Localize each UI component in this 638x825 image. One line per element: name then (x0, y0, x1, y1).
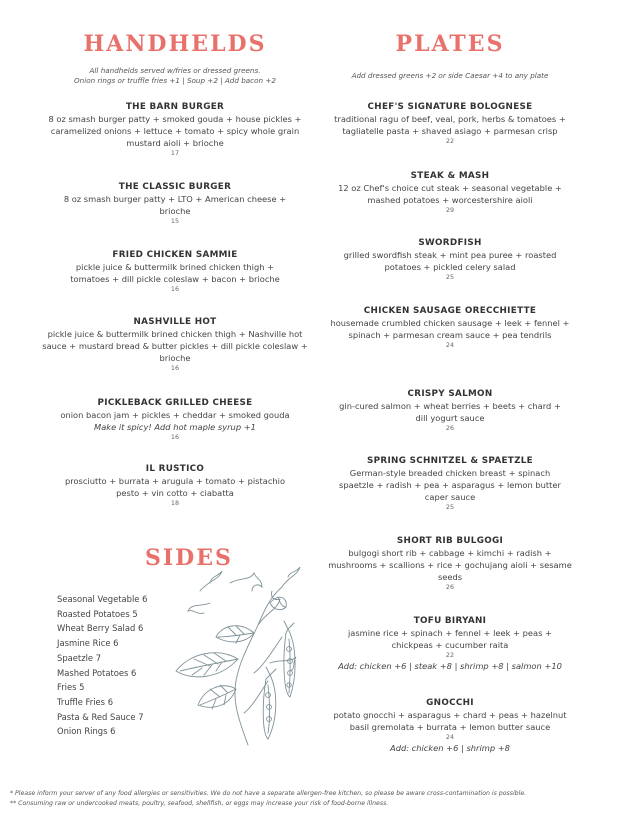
menu-item (325, 237, 575, 282)
item-addon: Add: chicken +6 | shrimp +8 (390, 743, 510, 753)
disclaimer-line: * Please inform your server of any food allergies or sensitivities. We do not have a separate allergen-free kitchen, so please be aware cross-contamination is possible. (10, 790, 527, 797)
menu-item (325, 615, 575, 672)
item-name: CRISPY SALMON (407, 389, 493, 399)
menu-item (40, 463, 310, 508)
item-name: FRIED CHICKEN SAMMIE (112, 250, 238, 260)
side-item: Mashed Potatoes 6 (57, 667, 137, 678)
allergy-disclaimer (10, 789, 630, 808)
menu-item (40, 181, 310, 226)
item-name: CHICKEN SAUSAGE ORECCHIETTE (363, 306, 537, 316)
item-addon: Add: chicken +6 | steak +8 | shrimp +8 | salmon +10 (338, 661, 562, 671)
item-description: traditional ragu of beef, veal, pork, herbs & tomatoes + tagliatelle pasta + shaved asiago + parmesan crisp (334, 114, 566, 136)
item-description: grilled swordfish steak + mint pea puree + roasted potatoes + pickled celery salad (343, 250, 557, 272)
menu-item (325, 305, 575, 350)
item-price: 24 (445, 733, 455, 741)
item-price: 29 (445, 206, 455, 214)
item-name: NASHVILLE HOT (133, 317, 217, 327)
plates-title: PLATES (395, 31, 505, 57)
item-name: GNOCCHI (426, 698, 474, 708)
side-item: Onion Rings 6 (57, 726, 116, 737)
item-name: SWORDFISH (418, 238, 482, 248)
item-description: German-style breaded chicken breast + spinach spaetzle + radish + pea + asparagus + lemon butter caper sauce (339, 468, 561, 502)
handhelds-title: HANDHELDS (83, 31, 267, 57)
side-item: Truffle Fries 6 (57, 696, 114, 707)
item-price: 15 (170, 217, 180, 225)
item-price: 22 (445, 651, 455, 659)
item-description: 12 oz Chef's choice cut steak + seasonal vegetable + mashed potatoes + worcestershire aioli (338, 183, 562, 205)
item-price: 22 (445, 137, 455, 145)
item-name: SHORT RIB BULGOGI (396, 536, 504, 546)
handhelds-note-line2: Onion rings or truffle fries +1 | Soup +2 | Add bacon +2 (74, 76, 276, 85)
item-name: THE CLASSIC BURGER (118, 182, 232, 192)
item-price: 16 (170, 364, 180, 372)
item-description: potato gnocchi + asparagus + chard + peas + hazelnut basil gremolata + burrata + lemon butter sauce (333, 710, 567, 732)
side-item: Spaetzle 7 (57, 652, 102, 663)
item-description: pickle juice & buttermilk brined chicken thigh + tomatoes + dill pickle coleslaw + bacon + brioche (70, 262, 280, 284)
item-price: 16 (170, 285, 180, 293)
item-price: 18 (170, 499, 180, 507)
menu-item (325, 697, 575, 754)
item-name: PICKLEBACK GRILLED CHEESE (97, 398, 253, 408)
handhelds-note-line1: All handhelds served w/fries or dressed greens. (89, 66, 261, 75)
item-name: TOFU BIRYANI (413, 616, 487, 626)
item-description: 8 oz smash burger patty + smoked gouda + house pickles + caramelized onions + lettuce + tomato + spicy whole grain mustard aioli + brioche (48, 114, 302, 148)
item-description: jasmine rice + spinach + fennel + leek + peas + chickpeas + cucumber raita (347, 628, 553, 650)
menu-item (325, 170, 575, 215)
item-price: 16 (170, 433, 180, 441)
menu-item (40, 397, 310, 442)
disclaimer-line: ** Consuming raw or undercooked meats, poultry, seafood, shellfish, or eggs may increase your risk of food-borne illness. (10, 799, 389, 807)
item-addon: Make it spicy! Add hot maple syrup +1 (94, 422, 256, 432)
item-description: onion bacon jam + pickles + cheddar + smoked gouda (60, 410, 290, 420)
item-description: bulgogi short rib + cabbage + kimchi + radish + mushrooms + scallions + rice + gochujang aioli + sesame seeds (328, 548, 572, 582)
item-description: housemade crumbled chicken sausage + leek + fennel + spinach + parmesan cream sauce + pea tendrils (330, 318, 570, 340)
sides-title: SIDES (145, 545, 233, 571)
item-description: gin-cured salmon + wheat berries + beets + chard + dill yogurt sauce (339, 401, 561, 423)
pea-plant-illustration (170, 563, 310, 748)
side-item: Roasted Potatoes 5 (57, 608, 138, 619)
item-name: IL RUSTICO (145, 464, 205, 474)
item-description: pickle juice & buttermilk brined chicken thigh + Nashville hot sauce + mustard bread & butter pickles + dill pickle coleslaw + brioche (42, 329, 308, 363)
item-price: 25 (445, 503, 455, 511)
item-name: SPRING SCHNITZEL & SPAETZLE (367, 456, 533, 466)
menu-item (40, 101, 310, 158)
side-item: Seasonal Vegetable 6 (57, 594, 148, 604)
menu-item (40, 316, 310, 373)
sides-list (57, 592, 147, 739)
item-price: 24 (445, 341, 455, 349)
menu-item (40, 249, 310, 294)
menu-item (325, 101, 575, 146)
item-price: 17 (170, 149, 180, 157)
item-name: STEAK & MASH (410, 171, 490, 181)
side-item: Pasta & Red Sauce 7 (57, 711, 144, 722)
item-price: 26 (445, 424, 455, 432)
menu-item (325, 388, 575, 433)
menu-item (325, 535, 575, 592)
plates-note: Add dressed greens +2 or side Caesar +4 to any plate (351, 71, 549, 80)
side-item: Fries 5 (57, 682, 85, 693)
side-item: Wheat Berry Salad 6 (57, 623, 144, 634)
item-price: 25 (445, 273, 455, 281)
item-name: THE BARN BURGER (125, 102, 225, 112)
handhelds-note (40, 66, 310, 86)
item-description: 8 oz smash burger patty + LTO + American cheese + brioche (63, 194, 287, 216)
side-item: Jasmine Rice 6 (57, 638, 119, 649)
menu-item (325, 455, 575, 512)
item-description: prosciutto + burrata + arugula + tomato + pistachio pesto + vin cotto + ciabatta (64, 476, 286, 498)
item-name: CHEF'S SIGNATURE BOLOGNESE (367, 102, 533, 112)
item-price: 26 (445, 583, 455, 591)
